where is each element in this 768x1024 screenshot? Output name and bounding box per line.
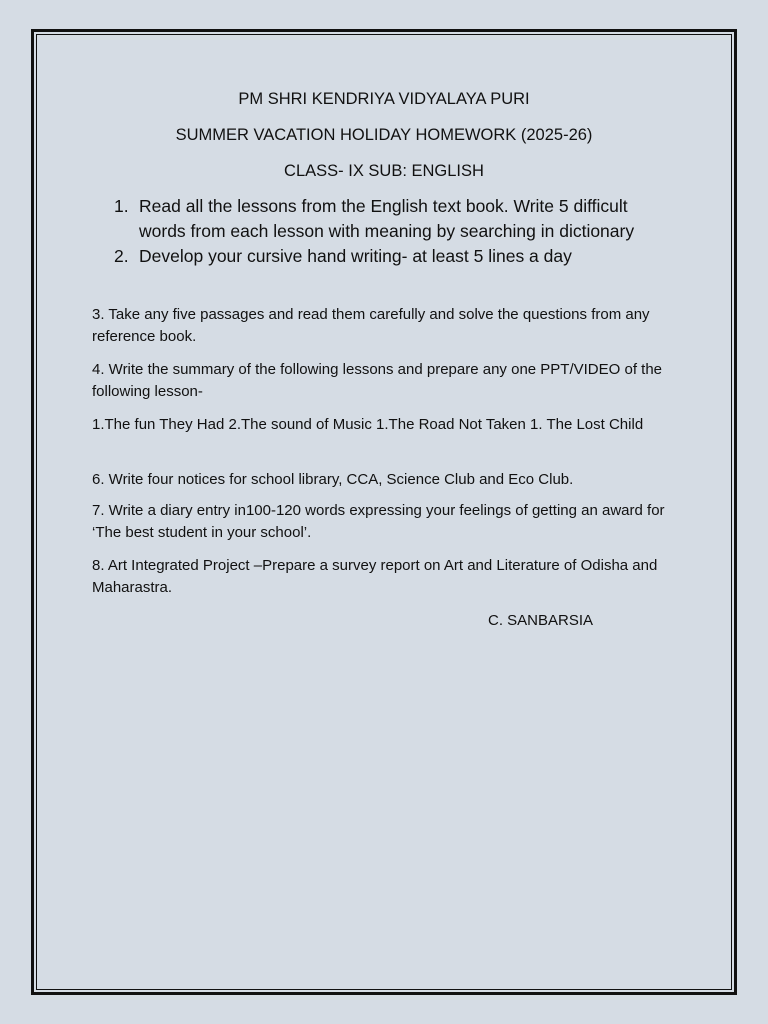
document-title: SUMMER VACATION HOLIDAY HOMEWORK (2025-26) xyxy=(175,126,593,144)
class-subject: CLASS- IX SUB: ENGLISH xyxy=(284,162,484,180)
task-3: 3. Take any five passages and read them carefully and solve the questions from any reference book. xyxy=(92,306,650,345)
school-name: PM SHRI KENDRIYA VIDYALAYA PURI xyxy=(238,90,530,108)
list-item-number: 2. xyxy=(114,246,129,266)
task-7: 7. Write a diary entry in100-120 words expressing your feelings of getting an award for ‘The best student in your school’. xyxy=(92,502,665,541)
list-item xyxy=(114,194,674,244)
teacher-signature: C. SANBARSIA xyxy=(488,612,594,629)
list-item-text: Read all the lessons from the English text book. Write 5 difficult words from each lesson with meaning by searching in dictionary xyxy=(139,196,635,241)
list-item xyxy=(114,244,674,269)
list-item-text: Develop your cursive hand writing- at least 5 lines a day xyxy=(139,246,572,266)
lesson-list: 1.The fun They Had 2.The sound of Music 1.The Road Not Taken 1. The Lost Child xyxy=(92,416,644,433)
list-item-number: 1. xyxy=(114,196,129,216)
task-8: 8. Art Integrated Project –Prepare a survey report on Art and Literature of Odisha and Maharastra. xyxy=(92,557,658,596)
task-4: 4. Write the summary of the following lessons and prepare any one PPT/VIDEO of the following lesson- xyxy=(92,361,663,400)
task-6: 6. Write four notices for school library, CCA, Science Club and Eco Club. xyxy=(92,471,574,488)
main-task-list xyxy=(114,194,674,269)
